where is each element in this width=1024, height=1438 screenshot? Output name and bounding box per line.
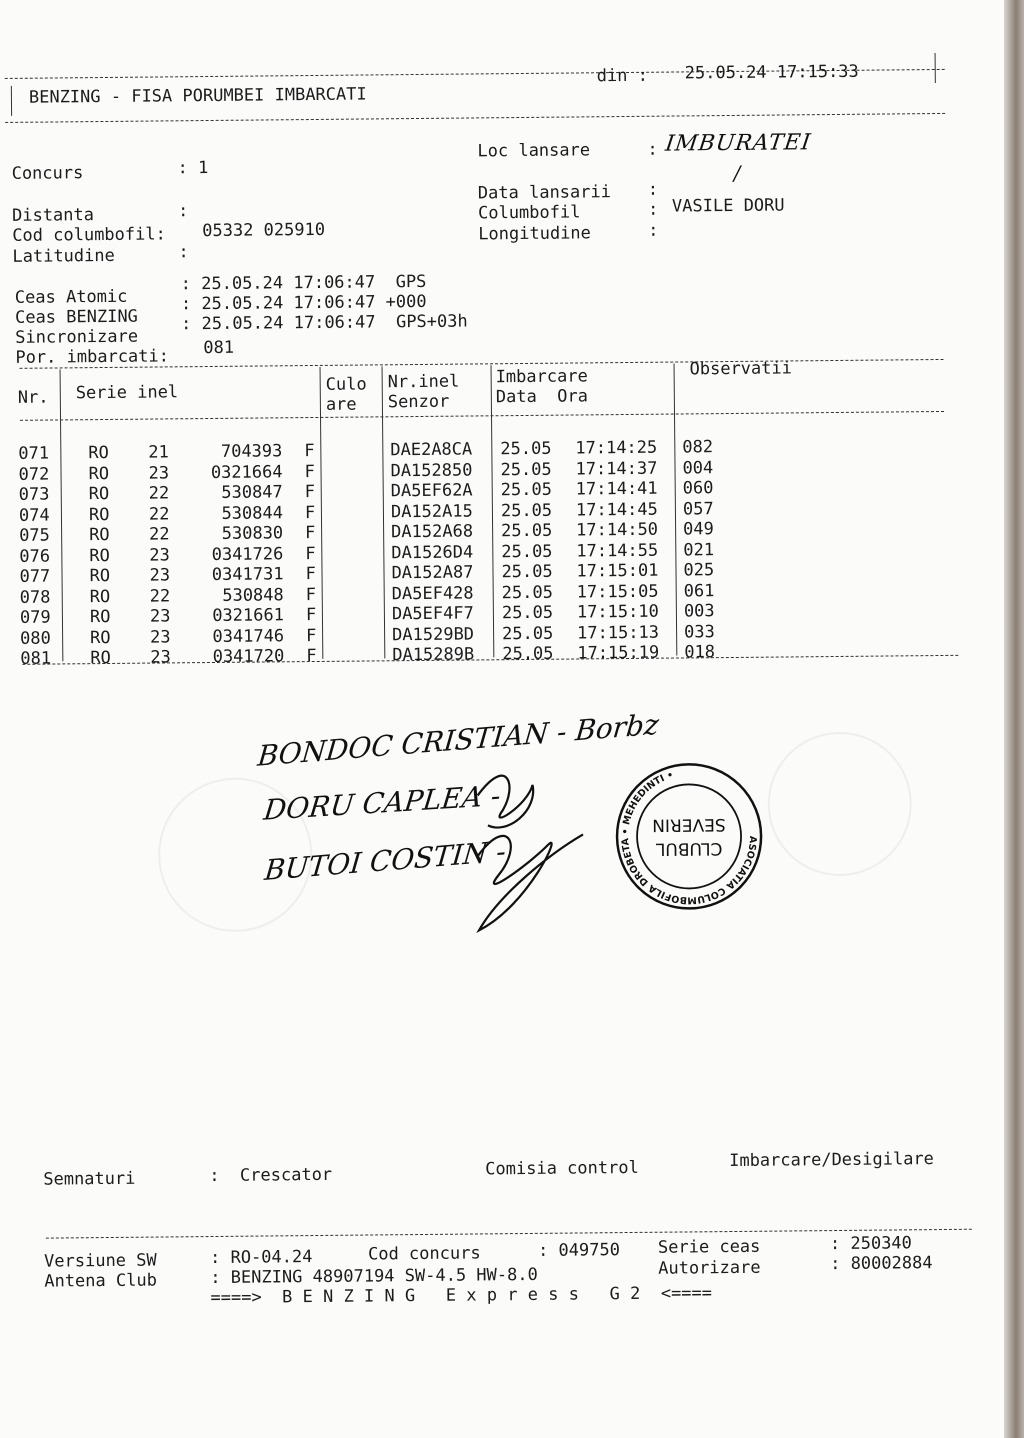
row-date: 25.05 xyxy=(502,643,554,665)
stamp-text-severin: SEVERIN xyxy=(652,814,726,835)
bleed-through-mark xyxy=(767,731,912,876)
stamp-graphic xyxy=(613,761,764,912)
row-date: 25.05 xyxy=(500,500,553,521)
row-nr: 079 xyxy=(19,607,51,628)
row-sensor: DA15289B xyxy=(392,644,475,666)
row-sensor: DA5EF4F7 xyxy=(391,603,474,625)
longitudine-label: Longitudine xyxy=(478,223,591,245)
row-time: 17:14:25 xyxy=(575,437,658,459)
versiune-sw-label: Versiune SW xyxy=(44,1250,157,1272)
row-time: 17:15:01 xyxy=(576,560,659,582)
row-observation: 003 xyxy=(683,601,715,622)
distanta-label: Distanta xyxy=(11,205,95,226)
row-year: 23 xyxy=(149,606,171,627)
row-country: RO xyxy=(88,504,110,525)
row-year: 23 xyxy=(149,544,170,566)
comisia-control-label: Comisia control xyxy=(485,1157,639,1180)
columbofil-label: Columbofil xyxy=(477,202,581,224)
header-left-bar xyxy=(11,86,12,116)
row-time: 17:15:13 xyxy=(577,622,660,643)
antena-club-value: : BENZING 48907194 SW-4.5 HW-8.0 xyxy=(210,1264,538,1289)
row-date: 25.05 xyxy=(502,623,554,644)
versiune-sw-value: : RO-04.24 xyxy=(209,1247,313,1269)
cod-columbofil-value: 05332 025910 xyxy=(202,219,326,242)
header-serie-inel: Serie inel xyxy=(75,382,179,404)
header-senzor: Senzor xyxy=(387,391,450,413)
por-imbarcati-value: 081 xyxy=(203,337,235,359)
row-date: 25.05 xyxy=(501,520,553,542)
row-time: 17:14:41 xyxy=(575,478,658,500)
row-year: 22 xyxy=(149,524,170,545)
latitudine-label: Latitudine xyxy=(12,245,115,267)
ceas-atomic-value: : 25.05.24 17:06:47 GPS xyxy=(180,271,427,295)
row-nr: 076 xyxy=(19,546,51,567)
row-sex: F xyxy=(304,481,316,503)
row-ring-number: 530848 xyxy=(222,584,284,606)
autorizare-label: Autorizare xyxy=(658,1257,761,1279)
row-nr: 071 xyxy=(18,443,50,464)
header-data-ora: Data Ora xyxy=(495,386,589,408)
row-observation: 082 xyxy=(682,437,714,458)
row-time: 17:15:10 xyxy=(576,601,659,623)
loc-lansare-handwritten: IMBURATEI xyxy=(663,130,813,157)
row-observation: 049 xyxy=(683,519,714,540)
row-sex: F xyxy=(304,441,315,462)
concurs-value: : 1 xyxy=(177,158,209,179)
row-nr: 077 xyxy=(19,566,51,587)
sincronizare-value: : 25.05.24 17:06:47 GPS+03h xyxy=(181,311,468,335)
antena-club-label: Antena Club xyxy=(44,1270,157,1292)
row-year: 21 xyxy=(148,442,169,463)
latitudine-colon: : xyxy=(178,242,189,263)
row-nr: 072 xyxy=(18,464,50,485)
row-sensor: DA152A68 xyxy=(391,521,474,543)
columbofil-value: VASILE DORU xyxy=(671,195,785,217)
row-year: 23 xyxy=(149,565,171,586)
cod-columbofil-label: Cod columbofil: xyxy=(12,224,166,246)
handwritten-name-2: DORU CAPLEA - xyxy=(262,778,503,827)
cod-concurs-value: : 049750 xyxy=(537,1240,621,1261)
row-sex: F xyxy=(304,461,315,482)
columbofil-colon: : xyxy=(647,199,659,220)
row-country: RO xyxy=(89,524,110,546)
row-sex: F xyxy=(304,502,316,523)
header-right-bar xyxy=(935,53,936,83)
row-ring-number: 0341731 xyxy=(211,564,284,585)
row-country: RO xyxy=(88,483,110,505)
row-country: RO xyxy=(89,545,110,566)
row-sex: F xyxy=(305,563,316,585)
row-ring-number: 530847 xyxy=(221,482,283,503)
row-date: 25.05 xyxy=(500,438,552,460)
ceas-atomic-label: Ceas Atomic xyxy=(14,286,128,308)
header-nr-inel: Nr.inel xyxy=(387,371,460,393)
row-ring-number: 0341720 xyxy=(212,646,285,667)
serie-ceas-label: Serie ceas xyxy=(657,1236,761,1258)
row-sensor: DA1529BD xyxy=(392,623,475,645)
header-culoare-2: are xyxy=(325,394,357,415)
row-observation: 025 xyxy=(683,560,715,581)
header-bottom-rule xyxy=(5,113,945,123)
row-ring-number: 704393 xyxy=(220,441,283,462)
row-sex: F xyxy=(305,604,317,626)
loc-lansare-colon: : xyxy=(647,139,658,160)
imbarcare-desigilare-label: Imbarcare/Desigilare xyxy=(729,1149,934,1172)
row-sex: F xyxy=(306,645,317,667)
serie-ceas-value: : 250340 xyxy=(829,1233,912,1255)
handwritten-name-3: BUTOI COSTIN - xyxy=(263,834,508,888)
concurs-label: Concurs xyxy=(11,163,84,184)
longitudine-colon: : xyxy=(648,220,659,241)
row-date: 25.05 xyxy=(501,582,553,603)
row-sensor: DA1526D4 xyxy=(391,541,474,563)
row-country: RO xyxy=(88,463,110,484)
row-sex: F xyxy=(305,584,317,605)
row-date: 25.05 xyxy=(500,459,552,480)
row-year: 22 xyxy=(148,503,170,525)
row-time: 17:14:55 xyxy=(576,540,659,561)
row-sex: F xyxy=(305,543,316,564)
benzing-express-banner: ====> B E N Z I N G E x p r e s s G 2 <==== xyxy=(210,1283,713,1309)
row-sensor: DA5EF62A xyxy=(390,480,473,502)
row-nr: 081 xyxy=(20,648,52,669)
stamp-text-clubul: CLUBUL xyxy=(655,838,723,859)
handwritten-name-1: BONDOC CRISTIAN - Borbz xyxy=(256,707,661,773)
row-observation: 004 xyxy=(682,457,714,478)
row-time: 17:14:45 xyxy=(575,499,658,520)
din-value: 25.05.24 17:15:33 xyxy=(684,61,859,84)
stamp-ring-text: ASOCIATIA COLUMBOFILA DROBETA • MEHEDINTI • xyxy=(619,769,759,906)
row-nr: 078 xyxy=(19,587,51,608)
loc-lansare-label: Loc lansare xyxy=(477,140,591,162)
row-ring-number: 530830 xyxy=(221,523,284,544)
ceas-benzing-value: : 25.05.24 17:06:47 +000 xyxy=(180,291,427,315)
club-stamp xyxy=(613,761,764,912)
data-lansarii-label: Data lansarii xyxy=(477,182,612,204)
row-nr: 075 xyxy=(19,525,50,546)
row-country: RO xyxy=(89,606,111,628)
row-observation: 061 xyxy=(683,580,715,601)
ceas-benzing-label: Ceas BENZING xyxy=(14,306,138,328)
header-nr: Nr. xyxy=(17,387,49,408)
document-title: BENZING - FISA PORUMBEI IMBARCATI xyxy=(28,84,367,108)
row-nr: 080 xyxy=(20,628,51,649)
row-nr: 074 xyxy=(18,505,50,526)
row-country: RO xyxy=(88,442,109,464)
row-time: 17:14:50 xyxy=(576,519,659,541)
cod-concurs-label: Cod concurs xyxy=(367,1243,481,1265)
table-header-rule xyxy=(20,411,944,421)
row-sex: F xyxy=(305,522,316,544)
sincronizare-label: Sincronizare xyxy=(15,326,139,348)
header-observatii: Observatii xyxy=(689,358,793,380)
row-observation: 021 xyxy=(683,539,715,560)
header-culoare-1: Culo xyxy=(325,374,367,395)
row-country: RO xyxy=(89,565,111,587)
row-sex: F xyxy=(306,625,317,646)
row-sensor: DA152A15 xyxy=(390,500,473,522)
crescator-label: : Crescator xyxy=(209,1164,333,1187)
por-imbarcati-label: Por. imbarcati: xyxy=(15,346,170,368)
autorizare-value: : 80002884 xyxy=(830,1253,933,1275)
data-lansarii-colon: : xyxy=(647,179,659,200)
row-observation: 060 xyxy=(682,478,714,499)
row-sensor: DAE2A8CA xyxy=(390,439,473,461)
row-ring-number: 0341746 xyxy=(212,625,285,647)
row-observation: 057 xyxy=(682,498,714,519)
semnaturi-label: Semnaturi xyxy=(43,1168,136,1190)
row-year: 23 xyxy=(150,647,171,668)
row-date: 25.05 xyxy=(500,479,553,501)
row-year: 23 xyxy=(150,626,171,648)
row-country: RO xyxy=(89,586,111,607)
data-lansarii-mark: / xyxy=(733,160,741,185)
row-ring-number: 0321661 xyxy=(212,605,285,626)
row-time: 17:15:19 xyxy=(577,642,660,664)
row-observation: 018 xyxy=(684,642,716,663)
row-date: 25.05 xyxy=(501,541,553,562)
row-ring-number: 0321664 xyxy=(210,461,283,483)
row-date: 25.05 xyxy=(501,561,553,583)
row-nr: 073 xyxy=(18,484,50,505)
row-sensor: DA152850 xyxy=(390,459,473,481)
row-ring-number: 0341726 xyxy=(211,543,284,565)
row-country: RO xyxy=(90,627,111,648)
row-time: 17:14:37 xyxy=(575,458,658,479)
row-time: 17:15:05 xyxy=(576,581,659,602)
row-year: 22 xyxy=(148,483,170,504)
row-date: 25.05 xyxy=(501,602,554,624)
row-observation: 033 xyxy=(684,621,715,642)
row-year: 23 xyxy=(148,462,170,484)
row-sensor: DA152A87 xyxy=(391,562,474,584)
din-label: din : xyxy=(596,65,649,87)
row-year: 22 xyxy=(149,585,171,607)
distanta-colon: : xyxy=(177,201,189,222)
row-ring-number: 530844 xyxy=(221,502,284,524)
header-imbarcare: Imbarcare xyxy=(495,366,588,388)
row-country: RO xyxy=(90,647,111,669)
row-sensor: DA5EF428 xyxy=(391,582,474,604)
